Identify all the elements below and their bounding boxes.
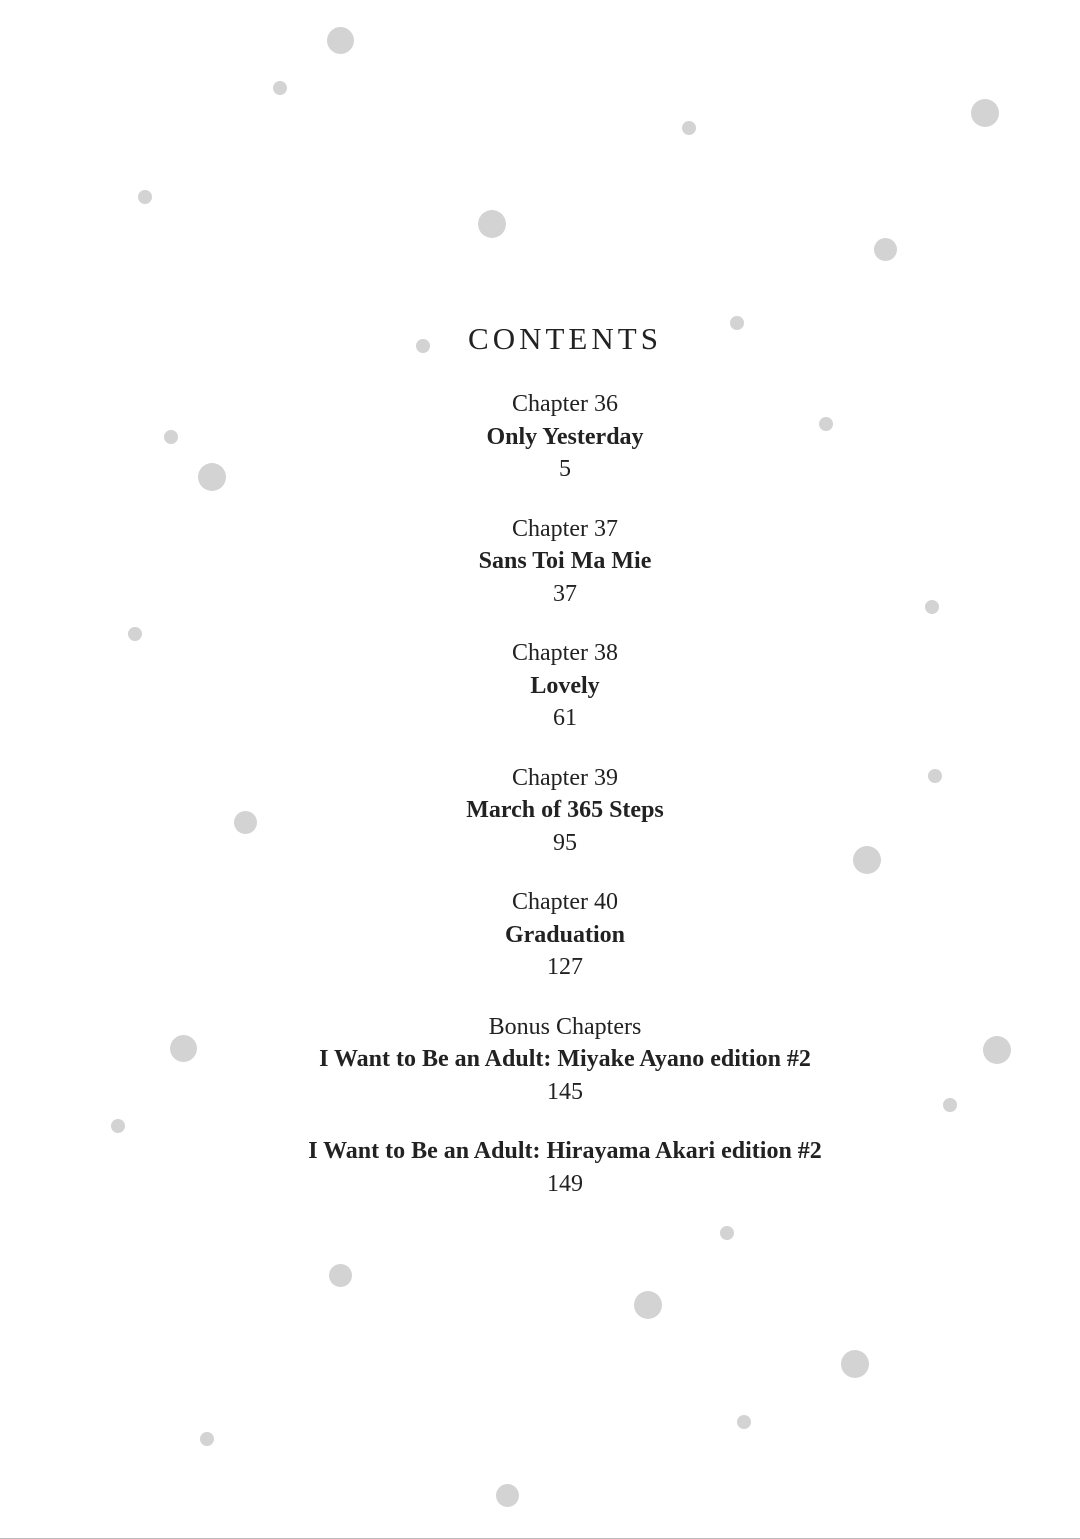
- chapter-title: Lovely: [530, 672, 600, 699]
- chapter-entry[interactable]: [0, 388, 1080, 486]
- contents-heading: CONTENTS: [468, 321, 662, 356]
- chapter-number: Chapter 38: [512, 640, 618, 666]
- decorative-dot: [841, 1350, 869, 1378]
- chapter-number: Chapter 37: [512, 515, 618, 542]
- chapter-page-number: 5: [559, 456, 571, 482]
- decorative-dot: [634, 1291, 662, 1319]
- decorative-dot: [478, 210, 506, 238]
- decorative-dot: [327, 27, 354, 54]
- chapter-entry[interactable]: [0, 886, 1080, 984]
- decorative-dot: [496, 1484, 519, 1507]
- decorative-dot: [273, 81, 287, 95]
- chapter-entry[interactable]: [0, 762, 1080, 860]
- bonus-chapter-title: I Want to Be an Adult: Hirayama Akari edition #2: [308, 1138, 822, 1164]
- decorative-dot: [720, 1226, 734, 1240]
- decorative-dot: [329, 1264, 352, 1287]
- chapter-page-number: 37: [553, 580, 577, 607]
- chapter-title: Graduation: [504, 921, 626, 948]
- chapter-page-number: 61: [553, 705, 577, 731]
- decorative-dot: [971, 99, 999, 127]
- bonus-chapter-entry[interactable]: [0, 1135, 1080, 1200]
- bonus-chapters-label: Bonus Chapters: [488, 1013, 642, 1040]
- table-of-contents: [0, 314, 1080, 1227]
- chapter-page-number: 95: [553, 829, 577, 856]
- bonus-chapter-title: I Want to Be an Adult: Miyake Ayano edition #2: [319, 1046, 811, 1072]
- bonus-chapter-entry[interactable]: [0, 1011, 1080, 1109]
- chapter-page-number: 127: [547, 954, 583, 980]
- bonus-chapter-page-number: 149: [547, 1170, 583, 1197]
- decorative-dot: [737, 1415, 751, 1429]
- decorative-dot: [682, 121, 696, 135]
- decorative-dot: [874, 238, 897, 261]
- decorative-dot: [138, 190, 152, 204]
- chapter-entry[interactable]: [0, 637, 1080, 735]
- decorative-dot: [200, 1432, 214, 1446]
- bonus-chapter-page-number: 145: [547, 1078, 583, 1105]
- chapter-number: Chapter 39: [512, 764, 618, 791]
- chapter-entry[interactable]: [0, 513, 1080, 611]
- chapter-title: Sans Toi Ma Mie: [478, 548, 652, 574]
- chapter-number: Chapter 36: [512, 391, 618, 417]
- chapter-title: Only Yesterday: [486, 423, 644, 450]
- chapter-title: March of 365 Steps: [466, 797, 664, 823]
- chapter-number: Chapter 40: [512, 889, 618, 915]
